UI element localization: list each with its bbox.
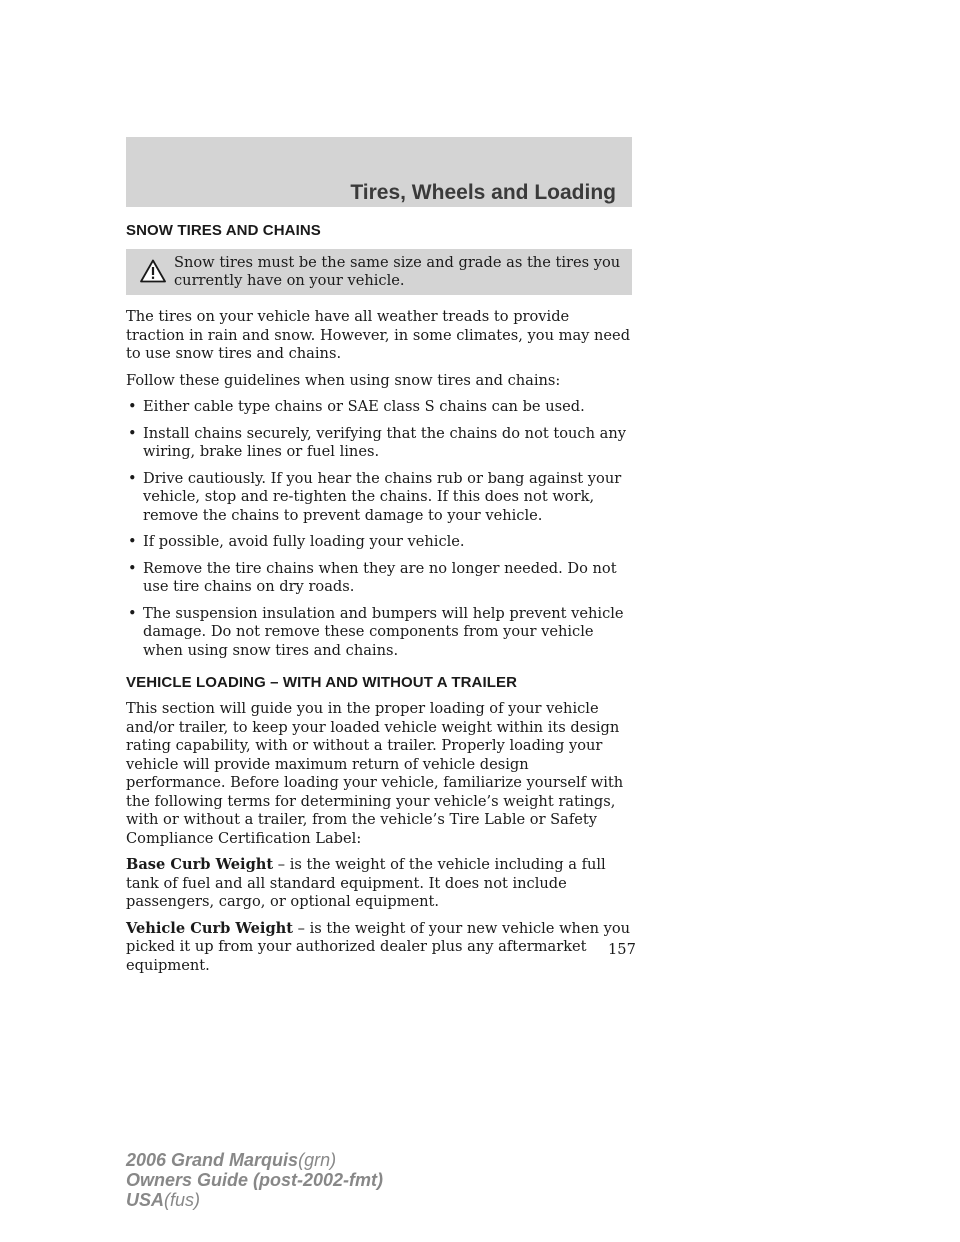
warning-text: Snow tires must be the same size and grade as the tires you currently have on your vehicle. <box>174 254 621 289</box>
section-heading-snow-tires: SNOW TIRES AND CHAINS <box>126 222 321 239</box>
bullet-marker: • <box>128 604 137 622</box>
definition-text: – is the weight of your new vehicle when you picked it up from your authorized dealer plus any aftermarket equipment. <box>126 919 631 974</box>
list-item: • Install chains securely, verifying that the chains do not touch any wiring, brake lines or fuel lines. <box>128 424 626 460</box>
footer-line-1: 2006 Grand Marquis(grn) <box>126 1150 337 1170</box>
footer-line-3: USA(fus) <box>126 1190 201 1210</box>
paragraph-intro-snow: The tires on your vehicle have all weather treads to provide traction in rain and snow. However, in some climates, you may need to use snow tires and chains. <box>126 308 631 362</box>
bullet-marker: • <box>128 469 137 487</box>
footer <box>126 1150 383 1210</box>
definition-term: Vehicle Curb Weight <box>126 919 294 937</box>
warning-triangle-icon <box>140 259 166 283</box>
bullet-marker: • <box>128 559 137 577</box>
definition-vehicle-curb-weight <box>126 920 632 976</box>
paragraph-intro-loading: This section will guide you in the proper loading of your vehicle and/or trailer, to keep your loaded vehicle weight within its design rating capability, with or without a trailer. Properly loading your vehicle will provide maximum return of vehicle design performance. Before loading your vehicle, familiarize yourself with the following terms for determining your vehicle’s weight ratings, with or without a trailer, from the vehicle’s Tire Lable or Safety Compliance Certification Label: <box>126 700 624 847</box>
chapter-title: Tires, Wheels and Loading <box>350 181 616 204</box>
section-heading-vehicle-loading: VEHICLE LOADING – WITH AND WITHOUT A TRAILER <box>126 674 518 691</box>
page-content <box>126 222 632 983</box>
bullet-marker: • <box>128 398 137 415</box>
list-item: • The suspension insulation and bumpers will help prevent vehicle damage. Do not remove these components from your vehicle when using snow tires and chains. <box>128 604 624 659</box>
list-item: • Either cable type chains or SAE class S chains can be used. <box>128 398 585 415</box>
list-item: • Remove the tire chains when they are no longer needed. Do not use tire chains on dry roads. <box>128 559 617 595</box>
definition-term: Base Curb Weight <box>126 856 274 873</box>
list-item: • If possible, avoid fully loading your vehicle. <box>128 533 465 550</box>
paragraph-guidelines-lead: Follow these guidelines when using snow tires and chains: <box>126 371 561 389</box>
page-number: 157 <box>608 941 636 958</box>
bullet-marker: • <box>128 533 137 550</box>
definition-base-curb-weight <box>126 856 632 912</box>
guidelines-list <box>126 398 632 660</box>
list-item: • Drive cautiously. If you hear the chains rub or bang against your vehicle, stop and re-tighten the chains. If this does not work, remove the chains to prevent damage to your vehicle. <box>128 469 622 524</box>
footer-line-2: Owners Guide (post-2002-fmt) <box>126 1170 384 1190</box>
definition-text: – is the weight of the vehicle including a full tank of fuel and all standard equipment. It does not include passengers, cargo, or optional equipment. <box>126 856 606 910</box>
header-band <box>126 137 632 207</box>
bullet-marker: • <box>128 424 137 442</box>
warning-box <box>126 249 632 295</box>
